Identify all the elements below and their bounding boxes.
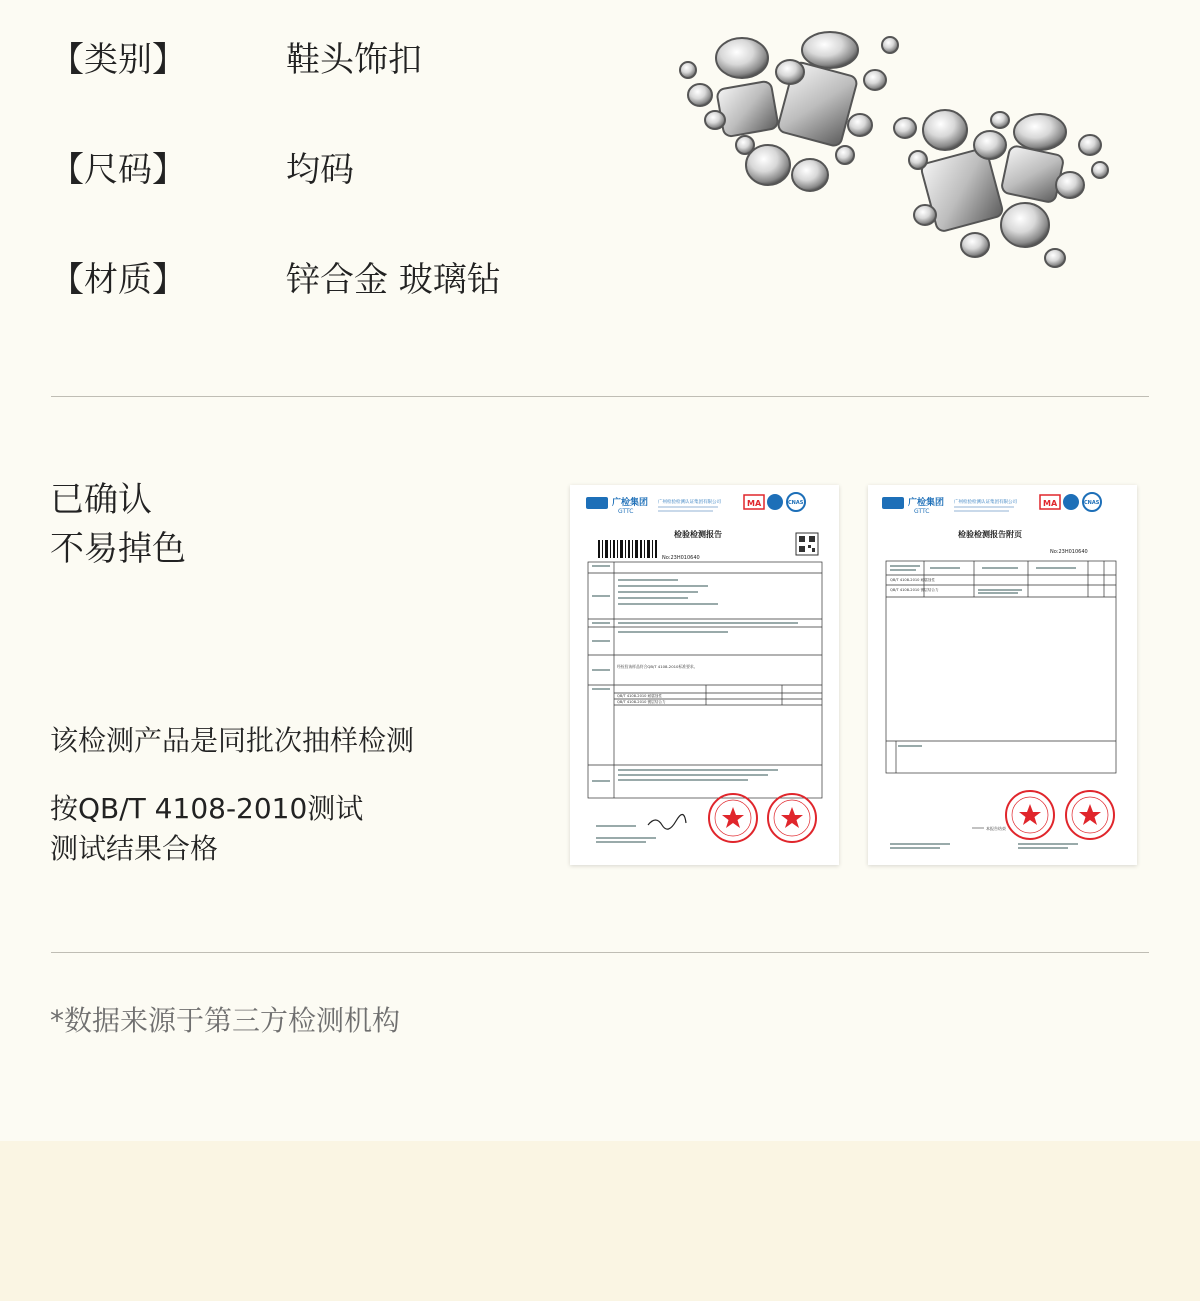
shoe-clip-right bbox=[894, 110, 1108, 267]
red-stamp bbox=[1006, 791, 1114, 839]
spec-value: 锌合金 玻璃钻 bbox=[286, 260, 501, 300]
bottom-band bbox=[0, 1141, 1200, 1301]
sample-note: 该检测产品是同批次抽样检测 bbox=[50, 724, 415, 757]
test-report-page-2 bbox=[868, 485, 1137, 865]
table-filler-lines bbox=[890, 565, 1076, 747]
gttc-logo bbox=[882, 496, 1017, 515]
data-source-footnote: *数据来源于第三方检测机构 bbox=[50, 1004, 401, 1037]
barcode bbox=[597, 539, 661, 559]
spec-label: 【材质】 bbox=[50, 260, 186, 300]
spec-value: 鞋头饰扣 bbox=[286, 40, 422, 80]
accreditation-marks bbox=[744, 493, 805, 511]
red-stamp bbox=[709, 794, 816, 842]
confirmation-line-1: 已确认 bbox=[50, 480, 152, 520]
spec-label: 【类别】 bbox=[50, 40, 186, 80]
spec-label: 【尺码】 bbox=[50, 150, 186, 190]
company-name: 广州检验检测认证集团有限公司 bbox=[658, 500, 721, 505]
svg-text:CNAS: CNAS bbox=[788, 500, 804, 506]
confirmation-block bbox=[50, 476, 186, 574]
product-image-shoe-clips bbox=[660, 20, 1130, 275]
company-name: 广州检验检测认证集团有限公司 bbox=[954, 500, 1017, 505]
svg-text:MA: MA bbox=[1043, 499, 1058, 508]
report-number: No:23H010640 bbox=[1050, 549, 1088, 555]
report-title: 检验检测报告 bbox=[674, 530, 722, 539]
report-number: No:23H010640 bbox=[662, 555, 700, 561]
divider-bottom bbox=[51, 952, 1149, 953]
test-standard: 按QB/T 4108-2010测试 bbox=[50, 792, 364, 825]
signature bbox=[648, 814, 686, 829]
table-filler-lines bbox=[592, 565, 798, 782]
shoe-clip-left bbox=[680, 32, 898, 191]
svg-text:CNAS: CNAS bbox=[1084, 500, 1100, 506]
test-result: 测试结果合格 bbox=[50, 832, 219, 865]
end-note: 本报告结束 bbox=[986, 826, 1006, 831]
org-name-en: GTTC bbox=[914, 508, 930, 515]
org-name: 广检集团 bbox=[612, 498, 649, 508]
accreditation-marks bbox=[1040, 493, 1101, 511]
org-name-en: GTTC bbox=[618, 508, 634, 515]
report-title: 检验检测报告附页 bbox=[958, 530, 1022, 539]
table-row-2: QB/T 4108-2010 镀层结合力 bbox=[890, 588, 939, 592]
table-row-2: QB/T 4108-2010 镀层结合力 bbox=[617, 700, 666, 704]
gttc-logo bbox=[586, 496, 721, 515]
spec-value: 均码 bbox=[286, 150, 354, 190]
org-name: 广检集团 bbox=[908, 498, 945, 508]
svg-text:MA: MA bbox=[747, 499, 762, 508]
divider-top bbox=[51, 396, 1149, 397]
table-row-1: QB/T 4108-2010 耐腐蚀性 bbox=[890, 578, 935, 582]
test-report-page-1 bbox=[570, 485, 839, 865]
table-row-1: QB/T 4108-2010 耐腐蚀性 bbox=[617, 694, 662, 698]
confirmation-line-2: 不易掉色 bbox=[50, 529, 186, 569]
conclusion-text: 经检验该样品符合QB/T 4108-2010标准要求。 bbox=[617, 664, 698, 669]
